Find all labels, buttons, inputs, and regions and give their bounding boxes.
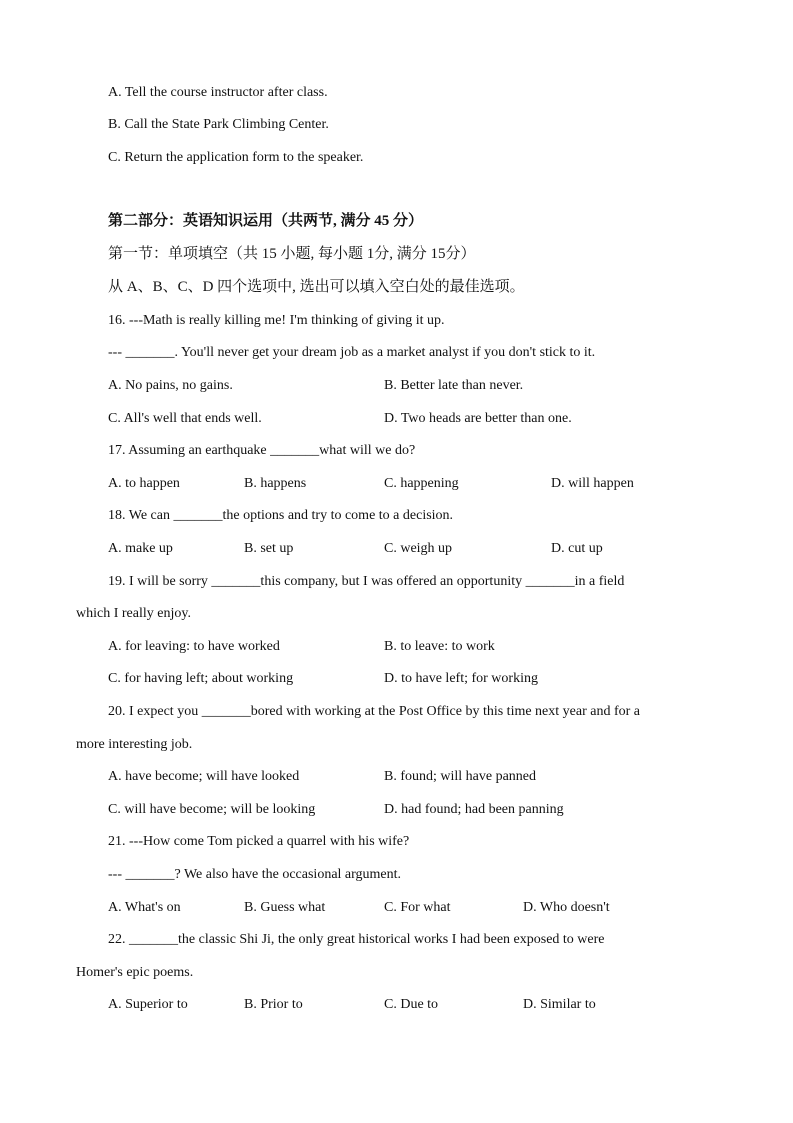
option-d: D. Similar to [523, 997, 596, 1012]
option-c: C. Due to [384, 997, 439, 1012]
question-19-stem: 19. I will be sorry _______this company, but I was offered an opportunity _______in a field [108, 574, 625, 589]
option-c: C. For what [384, 900, 451, 915]
question-21-stem: 21. ---How come Tom picked a quarrel with his wife? [108, 834, 410, 849]
option-a: A. No pains, no gains. [108, 378, 233, 393]
question-16-stem-2: --- _______. You'll never get your dream job as a market analyst if you don't stick to it. [108, 345, 596, 360]
question-19-stem-2: which I really enjoy. [76, 606, 191, 621]
question-22-stem: 22. _______the classic Shi Ji, the only great historical works I had been exposed to were [108, 932, 605, 947]
option-b: B. Prior to [244, 997, 303, 1012]
option-d: D. Two heads are better than one. [384, 411, 572, 426]
option-a: A. make up [108, 541, 173, 556]
option-d: D. cut up [551, 541, 603, 556]
prev-option-b: B. Call the State Park Climbing Center. [108, 117, 329, 132]
question-20-options-row-2 [0, 801, 793, 819]
option-c: C. for having left; about working [108, 671, 294, 686]
option-d: D. Who doesn't [523, 900, 610, 915]
option-c: C. will have become; will be looking [108, 802, 316, 817]
option-d: D. had found; had been panning [384, 802, 564, 817]
question-21-options [0, 899, 793, 917]
part-title: 第二部分：英语知识运用（共两节, 满分 45 分） [108, 213, 424, 229]
option-b: B. to leave: to work [384, 639, 495, 654]
option-a: A. What's on [108, 900, 181, 915]
question-22-options [0, 996, 793, 1014]
option-d: D. will happen [551, 476, 634, 491]
option-b: B. happens [244, 476, 307, 491]
option-c: C. All's well that ends well. [108, 411, 262, 426]
option-a: A. have become; will have looked [108, 769, 300, 784]
option-d: D. to have left; for working [384, 671, 538, 686]
question-20-options-row-1 [0, 768, 793, 786]
option-b: B. Better late than never. [384, 378, 524, 393]
option-a: A. for leaving: to have worked [108, 639, 280, 654]
option-c: C. happening [384, 476, 459, 491]
question-18-options [0, 540, 793, 558]
question-18-stem: 18. We can _______the options and try to come to a decision. [108, 508, 454, 523]
question-16-options-row-1 [0, 377, 793, 395]
option-b: B. found; will have panned [384, 769, 537, 784]
option-c: C. weigh up [384, 541, 453, 556]
question-19-options-row-2 [0, 670, 793, 688]
option-a: A. to happen [108, 476, 180, 491]
question-17-stem: 17. Assuming an earthquake _______what will we do? [108, 443, 416, 458]
question-16-stem: 16. ---Math is really killing me! I'm thinking of giving it up. [108, 313, 445, 328]
question-21-stem-2: --- _______? We also have the occasional argument. [108, 867, 402, 882]
question-16-options-row-2 [0, 410, 793, 428]
option-a: A. Superior to [108, 997, 188, 1012]
question-22-stem-2: Homer's epic poems. [76, 965, 194, 980]
question-19-options-row-1 [0, 638, 793, 656]
section-title: 第一节：单项填空（共 15 小题, 每小题 1分, 满分 15分） [108, 246, 476, 262]
option-b: B. Guess what [244, 900, 326, 915]
question-20-stem-2: more interesting job. [76, 737, 193, 752]
prev-option-a: A. Tell the course instructor after class. [108, 85, 328, 100]
option-b: B. set up [244, 541, 294, 556]
instruction: 从 A、B、C、D 四个选项中, 选出可以填入空白处的最佳选项。 [108, 279, 525, 295]
question-17-options [0, 475, 793, 493]
question-20-stem: 20. I expect you _______bored with working at the Post Office by this time next year and for a [108, 704, 641, 719]
prev-option-c: C. Return the application form to the speaker. [108, 150, 364, 165]
